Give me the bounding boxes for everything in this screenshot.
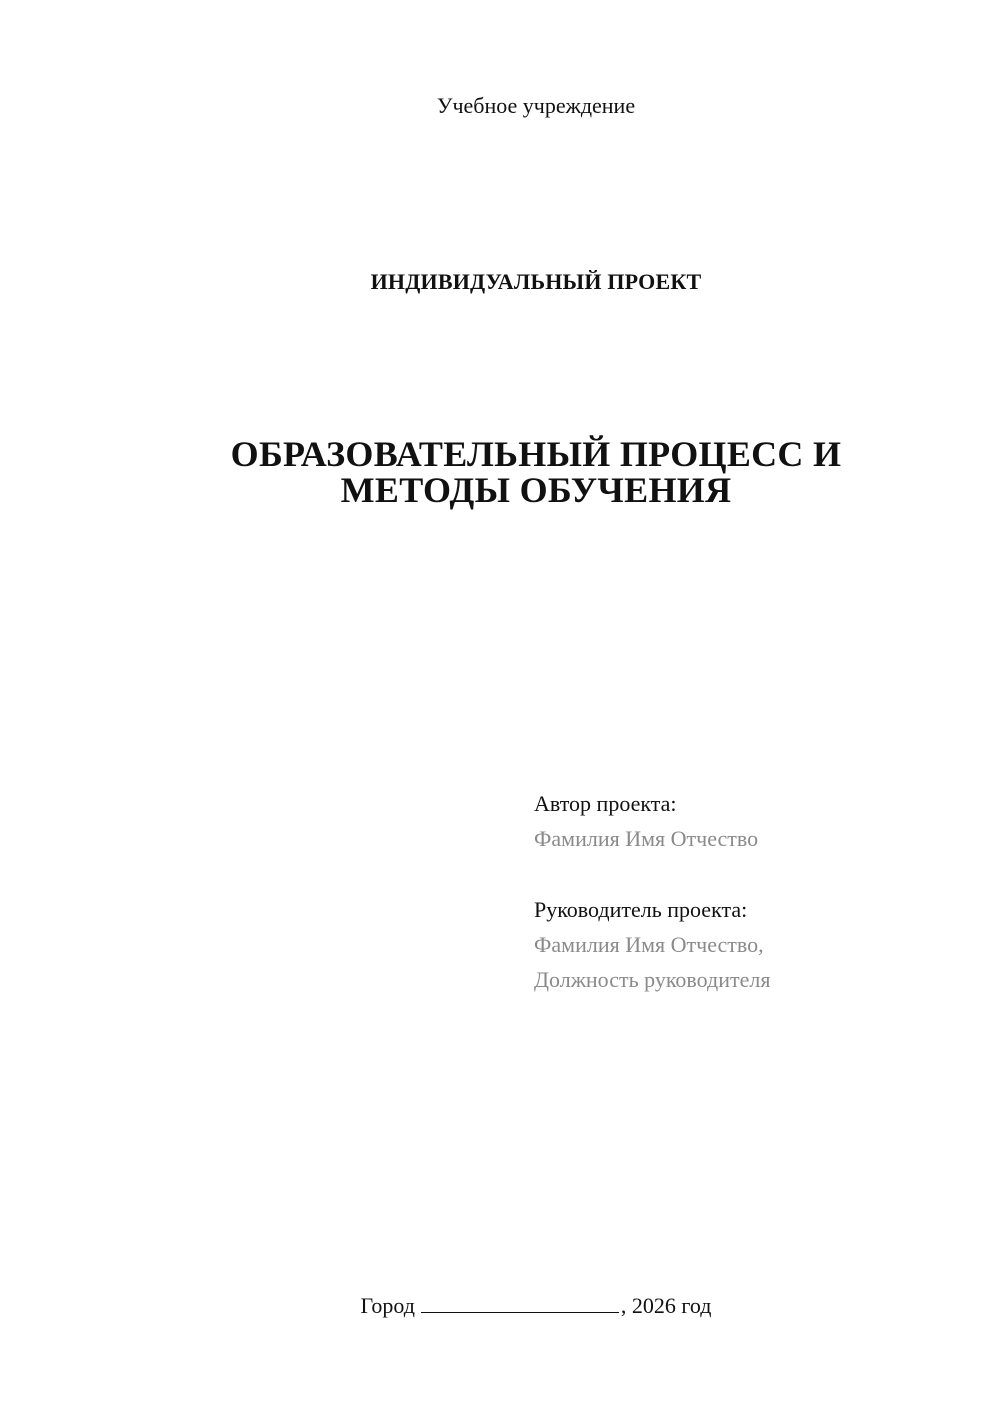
author-label: Автор проекта: [534,791,677,816]
supervisor-block [534,892,954,997]
footer-city-label: Город [360,1293,415,1318]
project-title [0,436,1000,508]
city-blank-line [421,1290,619,1313]
author-name-placeholder: Фамилия Имя Отчество [534,826,759,851]
institution-name: Учебное учреждение [436,93,636,118]
author-block [534,786,954,856]
project-title-line-2: МЕТОДЫ ОБУЧЕНИЯ [340,470,732,510]
supervisor-name-placeholder: Фамилия Имя Отчество, [534,932,764,957]
supervisor-label: Руководитель проекта: [534,897,748,922]
footer-city-year [0,1290,1000,1320]
project-type-heading: ИНДИВИДУАЛЬНЫЙ ПРОЕКТ [370,269,702,294]
footer-year: , 2026 год [620,1293,712,1318]
project-title-line-1: ОБРАЗОВАТЕЛЬНЫЙ ПРОЦЕСС И [230,434,842,474]
supervisor-position-placeholder: Должность руководителя [534,967,771,992]
